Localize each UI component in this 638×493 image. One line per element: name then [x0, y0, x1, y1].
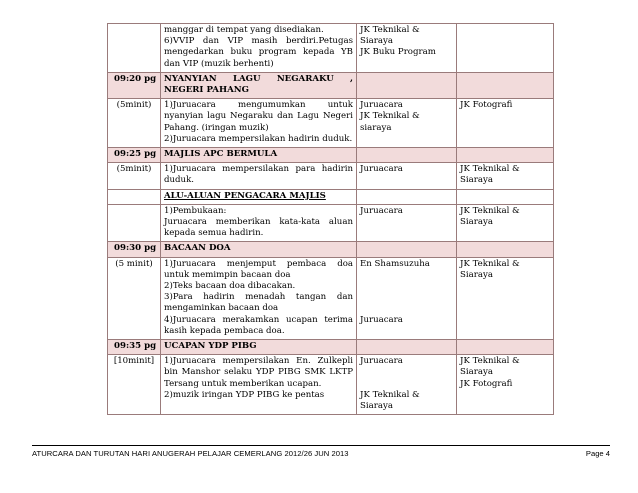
description-cell [161, 355, 357, 415]
time-cell [108, 163, 161, 189]
time-line: [10minit] [113, 356, 155, 367]
responsible-line [360, 292, 453, 303]
agenda-row [108, 257, 554, 339]
responsible-line: Juruacara [360, 164, 403, 175]
description-cell [161, 163, 357, 189]
responsible-line: Juruacara [360, 100, 403, 111]
support-cell [457, 340, 554, 355]
responsible-cell [357, 355, 457, 415]
time-cell [108, 189, 161, 204]
time-line: (5minit) [116, 100, 152, 111]
responsible-cell [357, 148, 457, 163]
responsible-line [360, 367, 453, 378]
time-line: (5 minit) [115, 258, 153, 269]
responsible-cell [357, 99, 457, 148]
support-cell [457, 148, 554, 163]
agenda-table [107, 23, 554, 415]
description-line: Juruacara memberikan kata-kata aluan kepada semua hadirin. [164, 217, 353, 239]
footer-title: ATURCARA DAN TURUTAN HARI ANUGERAH PELAJAR CEMERLANG 2012/26 JUN 2013 [32, 449, 349, 458]
responsible-line: En Shamsuzuha [360, 258, 430, 269]
responsible-line [360, 281, 453, 292]
description-line: 2)muzik iringan YDP PIBG ke pentas [164, 389, 325, 400]
time-line: 09:30 pg [114, 243, 157, 254]
responsible-cell [357, 72, 457, 98]
support-cell [457, 99, 554, 148]
description-cell [161, 204, 357, 242]
description-line: UCAPAN YDP PIBG [164, 341, 257, 352]
description-line: 1)Juruacara mempersilakan para hadirin duduk. [164, 164, 353, 186]
responsible-cell [357, 189, 457, 204]
description-line: 1)Juruacara mengumumkan untuk nyanyian lagu Negaraku dan Lagu Negeri Pahang. (iringan muzik) [164, 100, 353, 133]
responsible-cell [357, 163, 457, 189]
responsible-cell [357, 340, 457, 355]
description-line: 1)Pembukaan: [164, 205, 227, 216]
time-cell [108, 204, 161, 242]
time-line: 09:20 pg [114, 73, 157, 84]
description-cell [161, 257, 357, 339]
support-cell [457, 189, 554, 204]
support-cell [457, 72, 554, 98]
description-line: 3)Para hadirin menadah tangan dan mengaminkan bacaan doa [164, 292, 353, 314]
support-cell [457, 163, 554, 189]
agenda-section-row [108, 72, 554, 98]
description-line: MAJLIS APC BERMULA [164, 149, 278, 160]
time-cell [108, 355, 161, 415]
agenda-table-body [108, 24, 554, 415]
responsible-cell [357, 204, 457, 242]
description-cell [161, 340, 357, 355]
responsible-line [360, 303, 453, 314]
agenda-row [108, 163, 554, 189]
responsible-cell [357, 24, 457, 73]
description-line: 1)Juruacara mempersilakan En. Zulkepli bin Manshor selaku YDP PIBG SMK LKTP Tersang untuk memberikan ucapan. [164, 356, 353, 389]
time-cell [108, 148, 161, 163]
description-line: 6)VVIP dan VIP masih berdiri.Petugas mengedarkan buku program kepada YB dan VIP (muzik berhenti) [164, 36, 353, 69]
time-cell [108, 24, 161, 73]
time-cell [108, 340, 161, 355]
responsible-line: JK Teknikal & siaraya [360, 111, 420, 133]
description-line: BACAAN DOA [164, 243, 231, 254]
description-cell [161, 242, 357, 257]
description-line: 2)Juruacara mempersilakan hadirin duduk. [164, 133, 353, 144]
description-line: 1)Juruacara menjemput pembaca doa untuk memimpin bacaan doa [164, 258, 353, 280]
responsible-line [360, 270, 453, 281]
responsible-line: Juruacara [360, 356, 403, 367]
responsible-line: JK Teknikal & Siaraya [360, 389, 420, 412]
description-cell [161, 99, 357, 148]
responsible-line: JK Teknikal & Siaraya [360, 25, 420, 47]
responsible-line [360, 379, 453, 390]
support-line: JK Teknikal & Siaraya [460, 356, 520, 378]
description-cell [161, 24, 357, 73]
agenda-section-row [108, 242, 554, 257]
description-line: NYANYIAN LAGU NEGARAKU , NEGERI PAHANG [164, 73, 353, 96]
time-cell [108, 72, 161, 98]
support-cell [457, 24, 554, 73]
agenda-row [108, 99, 554, 148]
description-cell [161, 189, 357, 204]
agenda-row [108, 204, 554, 242]
description-cell [161, 72, 357, 98]
support-line: JK Teknikal & Siaraya [460, 258, 520, 280]
responsible-line: Juruacara [360, 205, 403, 216]
footer-rule [32, 445, 610, 446]
description-line: 2)Teks bacaan doa dibacakan. [164, 281, 296, 292]
responsible-cell [357, 257, 457, 339]
page-number: Page 4 [585, 449, 610, 458]
support-line: JK Teknikal & Siaraya [460, 164, 520, 186]
agenda-row [108, 24, 554, 73]
responsible-line: JK Buku Program [360, 47, 436, 58]
responsible-cell [357, 242, 457, 257]
time-cell [108, 242, 161, 257]
description-line: ALU-ALUAN PENGACARA MAJLIS [164, 190, 326, 201]
time-line: (5minit) [116, 164, 152, 175]
support-line: JK Teknikal & Siaraya [460, 205, 520, 228]
support-cell [457, 257, 554, 339]
time-line: 09:25 pg [114, 149, 157, 160]
agenda-section-row [108, 148, 554, 163]
time-line: 09:35 pg [114, 341, 157, 352]
time-cell [108, 99, 161, 148]
support-line: JK Fotografi [460, 100, 513, 111]
time-cell [108, 257, 161, 339]
description-line: 4)Juruacara merakamkan ucapan terima kasih kepada pembaca doa. [164, 314, 353, 336]
description-line: manggar di tempat yang disediakan. [164, 25, 324, 35]
responsible-line: Juruacara [360, 314, 403, 325]
agenda-section-row [108, 340, 554, 355]
support-cell [457, 242, 554, 257]
support-cell [457, 204, 554, 242]
description-cell [161, 148, 357, 163]
agenda-row [108, 355, 554, 415]
agenda-subheading-row [108, 189, 554, 204]
support-cell [457, 355, 554, 415]
support-line: JK Fotografi [460, 378, 513, 389]
